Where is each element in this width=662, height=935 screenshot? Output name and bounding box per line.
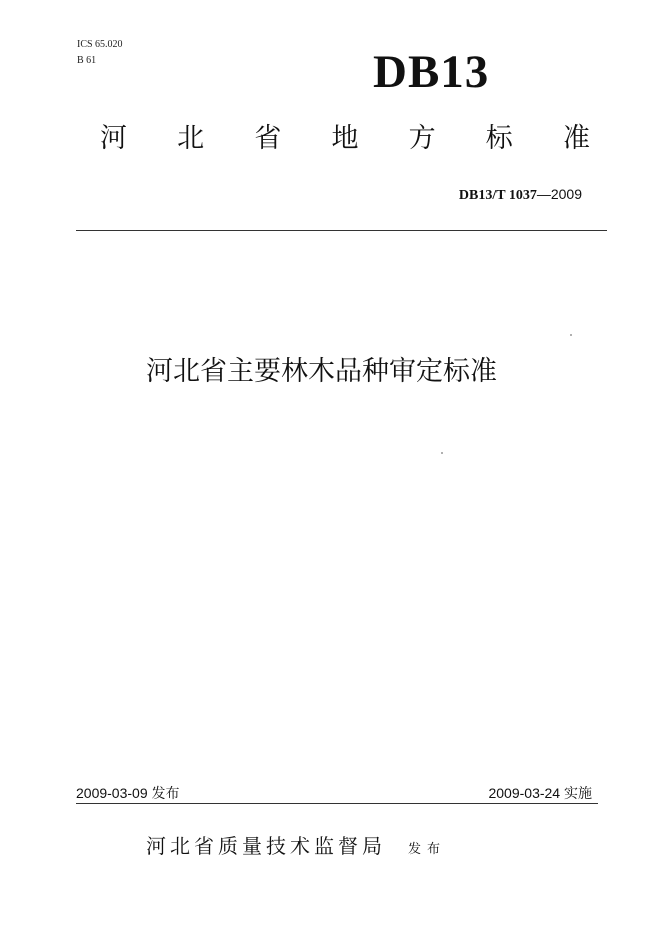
- bottom-divider: [76, 803, 598, 804]
- standard-type-char: 地: [331, 123, 359, 154]
- issuing-authority: 河北省质量技术监督局: [146, 834, 386, 858]
- standard-number-code: DB13/T 1037: [458, 188, 537, 203]
- document-title: 河北省主要林木品种审定标准: [146, 356, 497, 387]
- implement-date: 2009-03-24 实施: [488, 785, 592, 801]
- standard-code-mark: DB13: [373, 46, 490, 98]
- top-divider: [76, 230, 607, 231]
- standard-number-year: —2009: [536, 186, 582, 202]
- standard-type-char: 省: [254, 123, 282, 154]
- scan-speck: [441, 452, 443, 454]
- ics-code: ICS 65.020: [77, 39, 123, 50]
- standard-type-char: 河: [100, 123, 127, 154]
- standard-type-char: 方: [408, 123, 436, 154]
- publish-label: 发布: [408, 842, 447, 857]
- standard-type-char: 北: [177, 123, 205, 154]
- standard-type-heading: [100, 122, 590, 156]
- standard-type-char: 准: [562, 123, 590, 154]
- ccs-code: B 61: [77, 55, 97, 66]
- issuer-line: [146, 830, 446, 859]
- classification-codes: [77, 37, 123, 69]
- scan-speck: [570, 334, 572, 336]
- date-row: [76, 783, 592, 803]
- standard-number: [459, 186, 582, 204]
- issue-date: 2009-03-09 发布: [76, 785, 180, 801]
- standard-type-char: 标: [485, 123, 513, 154]
